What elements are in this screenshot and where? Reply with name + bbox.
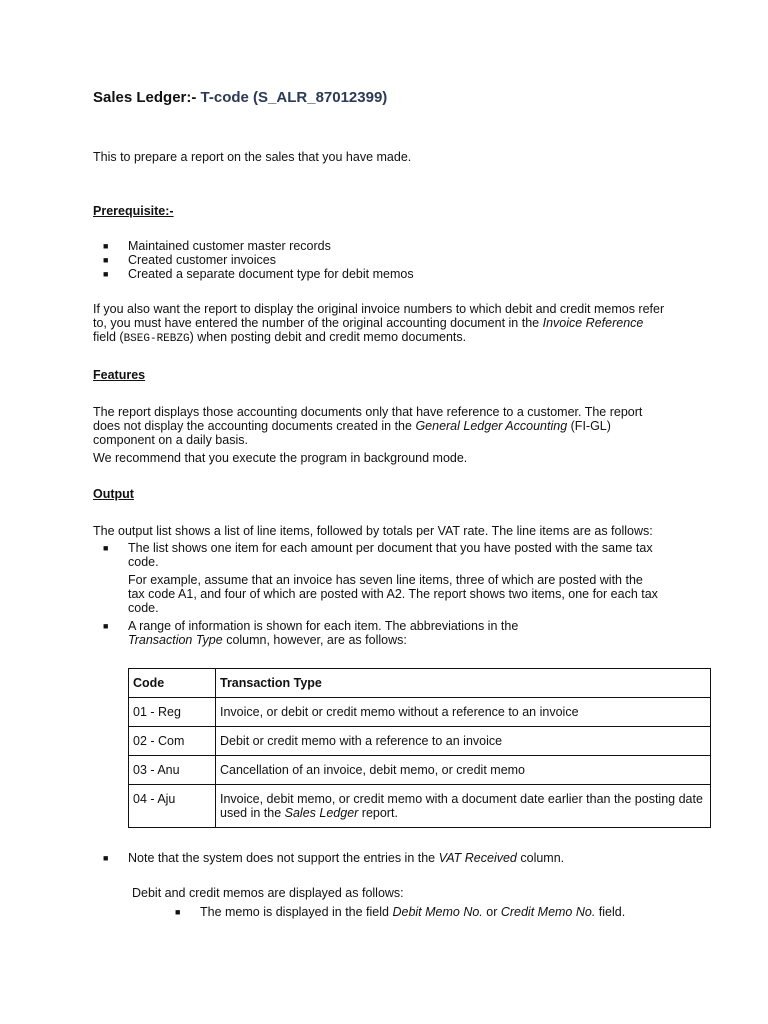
page-title: [93, 91, 387, 105]
type-cell: Debit or credit memo with a reference to an invoice: [216, 727, 711, 756]
code-cell: 02 - Com: [129, 727, 216, 756]
bullet-icon: ■: [103, 241, 109, 251]
output-heading: Output: [93, 487, 134, 501]
output-list-2: [93, 619, 678, 647]
intro-paragraph: This to prepare a report on the sales that you have made.: [93, 150, 412, 164]
memo-list: [165, 905, 685, 919]
features-heading: Features: [93, 368, 146, 382]
table-row: [129, 785, 711, 828]
type-cell: Invoice, debit memo, or credit memo with a document date earlier than the posting date used in the Sales Ledger report.: [216, 785, 711, 828]
features-recommendation: We recommend that you execute the program in background mode.: [93, 451, 468, 465]
features-paragraph: The report displays those accounting documents only that have reference to a customer. The report does not display the accounting documents created in the General Ledger Accounting (FI-GL) component on a daily basis.: [93, 405, 643, 447]
list-item: ■ A range of information is shown for each item. The abbreviations in the Transaction Type column, however, are as follows:: [103, 619, 519, 647]
note-list: [93, 851, 678, 865]
column-header-transaction-type: Transaction Type: [216, 669, 711, 698]
prerequisite-paragraph: If you also want the report to display the original invoice numbers to which debit and credit memos refer to, you must have entered the number of the original accounting document in the Invoice Reference field (BSEG-REBZG) when posting debit and credit memo documents.: [93, 302, 665, 345]
prerequisite-list: [93, 239, 678, 281]
bullet-icon: ■: [103, 255, 109, 265]
bullet-icon: ■: [103, 269, 109, 279]
field-code: BSEG-REBZG: [123, 333, 190, 345]
transaction-type-table: [128, 668, 711, 828]
code-cell: 03 - Anu: [129, 756, 216, 785]
type-cell: Cancellation of an invoice, debit memo, or credit memo: [216, 756, 711, 785]
title-sales-ledger: Sales Ledger:-: [93, 89, 201, 106]
list-item: ■ The memo is displayed in the field Debit Memo No. or Credit Memo No. field.: [175, 905, 626, 919]
column-header-code: Code: [129, 669, 216, 698]
table-row: [129, 698, 711, 727]
output-intro: The output list shows a list of line items, followed by totals per VAT rate. The line items are as follows:: [93, 524, 653, 538]
list-item: ■ Maintained customer master records: [103, 239, 331, 253]
bullet-icon: ■: [103, 543, 109, 553]
list-item: ■ The list shows one item for each amount per document that you have posted with the same tax code. For example, assume that an invoice has seven line items, three of which are posted with the tax code A1, and four of which are posted with A2. The report shows two items, one for each tax code.: [103, 541, 658, 615]
bullet-icon: ■: [175, 907, 181, 917]
prerequisite-heading: Prerequisite:-: [93, 204, 174, 218]
type-cell: Invoice, or debit or credit memo without a reference to an invoice: [216, 698, 711, 727]
table-row: [129, 756, 711, 785]
list-item: ■ Note that the system does not support the entries in the VAT Received column.: [103, 851, 565, 865]
table-header-row: [129, 669, 711, 698]
list-item: ■ Created customer invoices: [103, 253, 276, 267]
output-list: [93, 541, 678, 615]
bullet-icon: ■: [103, 621, 109, 631]
code-cell: 01 - Reg: [129, 698, 216, 727]
list-item: ■ Created a separate document type for debit memos: [103, 267, 414, 281]
code-cell: 04 - Aju: [129, 785, 216, 828]
table-row: [129, 727, 711, 756]
memos-intro: Debit and credit memos are displayed as follows:: [132, 886, 404, 900]
title-tcode: T-code (S_ALR_87012399): [200, 89, 388, 106]
bullet-icon: ■: [103, 853, 109, 863]
example-paragraph: For example, assume that an invoice has seven line items, three of which are posted with the tax code A1, and four of which are posted with A2. The report shows two items, one for each tax code.: [128, 573, 658, 615]
